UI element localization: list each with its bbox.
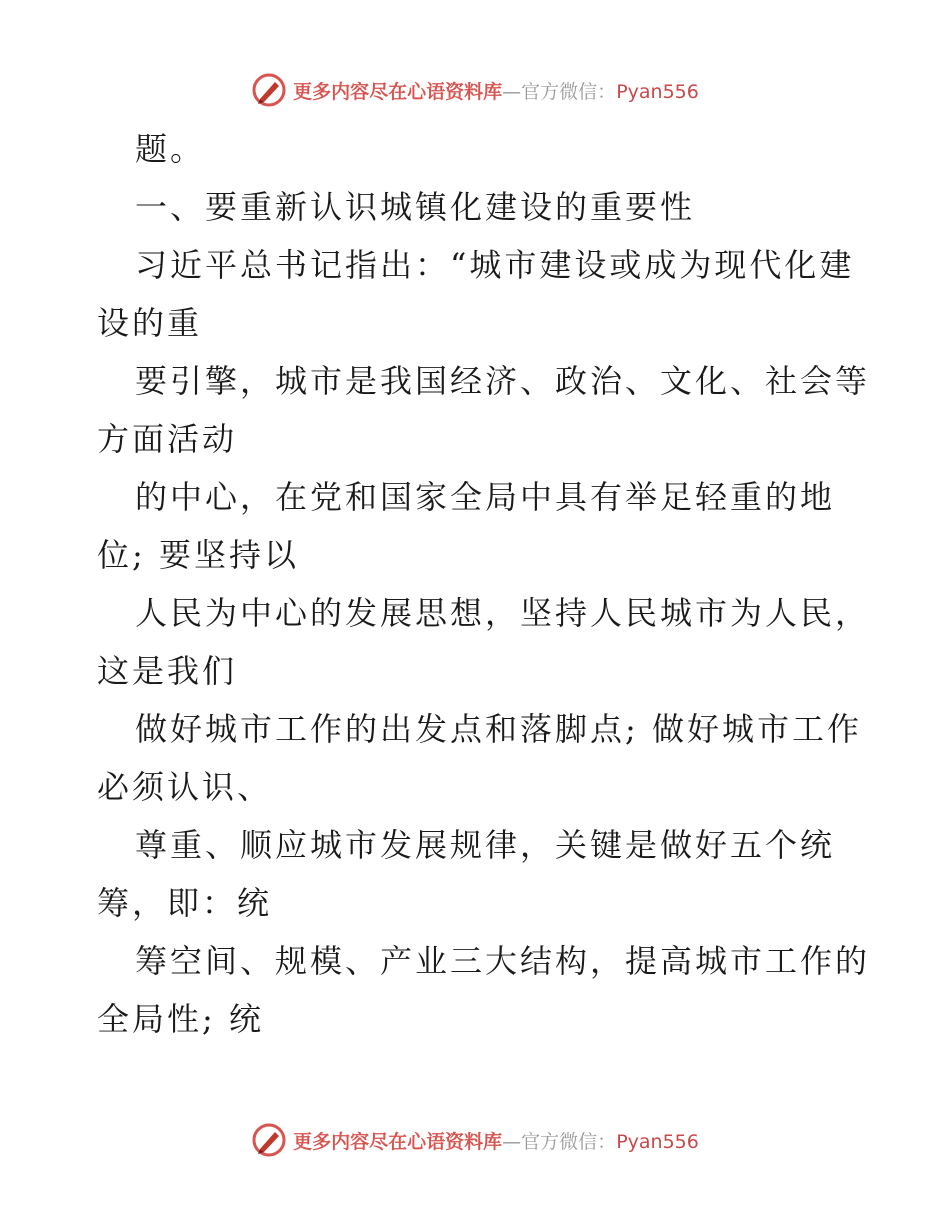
footer-banner (0, 1120, 950, 1160)
body-line: 这是我们 (97, 652, 238, 690)
body-line: 全局性; 统 (97, 1000, 264, 1038)
body-line: 人民为中心的发展思想，坚持人民城市为人民， (135, 594, 871, 632)
body-line: 方面活动 (97, 420, 238, 458)
body-line: 筹空间、规模、产业三大结构，提高城市工作的 (135, 942, 871, 980)
document-body (97, 120, 871, 1048)
section-heading: 一、要重新认识城镇化建设的重要性 (135, 188, 696, 226)
body-line: 做好城市工作的出发点和落脚点; 做好城市工作 (135, 710, 862, 748)
body-line: 筹，即：统 (97, 884, 273, 922)
pen-logo-icon (251, 72, 287, 108)
footer-banner-text: 更多内容尽在心语资料库—官方微信：Pyan556 (293, 1130, 699, 1153)
body-line: 设的重 (97, 304, 203, 342)
body-line: 习近平总书记指出：“城市建设或成为现代化建 (135, 246, 855, 284)
body-line: 尊重、顺应城市发展规律，关键是做好五个统 (135, 826, 836, 864)
body-line: 位; 要坚持以 (97, 536, 299, 574)
body-line: 要引擎，城市是我国经济、政治、文化、社会等 (135, 362, 871, 400)
body-line: 题。 (135, 130, 206, 168)
header-banner-text: 更多内容尽在心语资料库—官方微信：Pyan556 (293, 80, 699, 103)
header-banner (0, 70, 950, 110)
pen-logo-icon (251, 1122, 287, 1158)
body-line: 必须认识、 (97, 768, 273, 806)
body-line: 的中心，在党和国家全局中具有举足轻重的地 (135, 478, 836, 516)
